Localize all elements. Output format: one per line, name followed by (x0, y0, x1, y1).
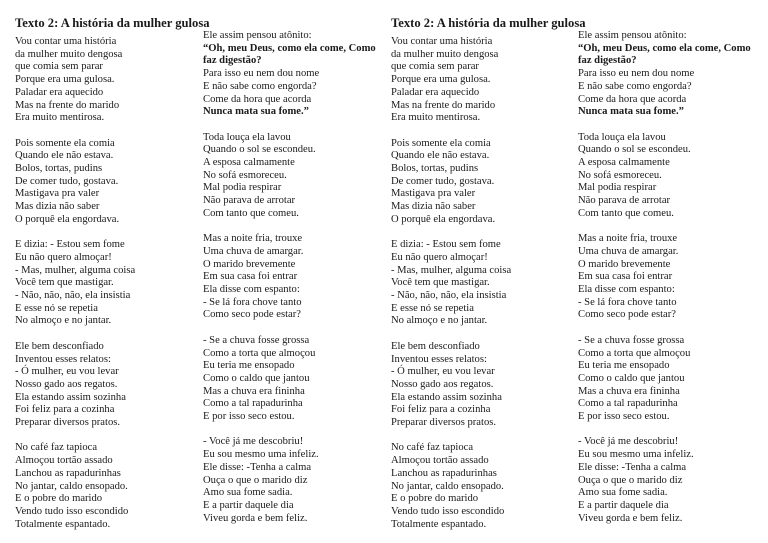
verse-line: Vendo tudo isso escondido (391, 505, 505, 517)
verse-line: Vendo tudo isso escondido (15, 505, 129, 517)
verse-line: Nosso gado aos regatos. (391, 378, 494, 390)
verse-line: Ele bem desconfiado (391, 340, 480, 352)
verse-line: Mas a chuva era fininha (578, 385, 680, 397)
verse-line: Ouça o que o marido diz (203, 474, 308, 486)
stanza-7 (203, 132, 379, 221)
verse-line: No jantar, caldo ensopado. (15, 480, 128, 492)
verse-line: - Você já me descobriu! (203, 436, 304, 448)
verse-line: A esposa calmamente (203, 157, 295, 169)
verse-line: Ele assim pensou atônito: (203, 30, 312, 41)
verse-line: De comer tudo, gostava. (15, 175, 119, 187)
verse-line: No almoço e no jantar. (15, 315, 112, 327)
verse-line: Nunca mata sua fome.” (578, 106, 684, 118)
stanza-10 (203, 436, 379, 525)
verse-line: Nunca mata sua fome.” (203, 106, 309, 118)
verse-line: Preparar diversos pratos. (391, 417, 497, 429)
verse-line: Preparar diversos pratos. (15, 417, 121, 429)
verse-line: E o pobre do marido (391, 493, 479, 505)
verse-line: Lanchou as rapadurinhas (391, 467, 497, 479)
verse-line: Para isso eu nem dou nome (203, 68, 320, 80)
stanza-3 (15, 239, 210, 328)
verse-line: Em sua casa foi entrar (203, 271, 298, 283)
verse-line: Mas a noite fria, trouxe (203, 233, 303, 245)
verse-line: Para isso eu nem dou nome (578, 68, 695, 80)
verse-line: Viveu gorda e bem feliz. (578, 512, 683, 524)
verse-line: - Não, não, não, ela insistia (15, 290, 131, 302)
verse-line: E a partir daquele dia (578, 499, 669, 511)
verse-line: Ela estando assim sozinha (391, 391, 502, 403)
stanza-8 (578, 233, 754, 322)
verse-line: Uma chuva de amargar. (578, 245, 679, 257)
verse-line: Mas na frente do marido (15, 99, 120, 111)
verse-line: Mastigava pra valer (15, 188, 100, 200)
verse-line: Eu teria me ensopado (578, 360, 670, 372)
verse-line: Quando o sol se escondeu. (578, 144, 691, 156)
verse-line: E por isso seco estou. (203, 411, 295, 423)
verse-line: Amo sua fome sadia. (203, 487, 293, 499)
verse-line: No café faz tapioca (391, 442, 474, 454)
verse-line: Uma chuva de amargar. (203, 245, 304, 257)
verse-line: Mas a noite fria, trouxe (578, 233, 678, 245)
stanza-1 (391, 36, 586, 125)
verse-line: No café faz tapioca (15, 442, 98, 454)
verse-line: E dizia: - Estou sem fome (391, 239, 501, 251)
stanza-6 (578, 30, 754, 119)
verse-line: - Se a chuva fosse grossa (578, 334, 685, 346)
quote-1: “Oh, meu Deus, como ela come, Como faz digestão? (578, 42, 751, 67)
verse-line: Eu não quero almoçar! (15, 251, 112, 263)
verse-line: De comer tudo, gostava. (391, 175, 495, 187)
verse-line: Come da hora que acorda (203, 93, 312, 105)
stanza-9 (203, 335, 379, 424)
verse-line: Viveu gorda e bem feliz. (203, 512, 308, 524)
verse-line: - Se lá fora chove tanto (203, 296, 302, 308)
stanza-2 (391, 138, 586, 227)
verse-line: - Ó mulher, eu vou levar (15, 366, 119, 378)
verse-line: O porquê ela engordava. (391, 213, 496, 225)
verse-line: Ele assim pensou atônito: (578, 30, 687, 41)
stanza-8 (203, 233, 379, 322)
verse-line: Quando o sol se escondeu. (203, 144, 316, 156)
verse-line: No sofá esmoreceu. (578, 169, 662, 181)
verse-line: Com tanto que comeu. (203, 207, 299, 219)
verse-line: Mas dizia não saber (391, 201, 476, 213)
verse-line: Mas na frente do marido (391, 99, 496, 111)
verse-line (203, 43, 379, 68)
verse-line: Almoçou tortão assado (391, 455, 489, 467)
verse-line: Porque era uma gulosa. (391, 74, 491, 86)
column-4 (578, 30, 754, 525)
verse-line: Come da hora que acorda (578, 93, 687, 105)
verse-line: Como a torta que almoçou (203, 347, 316, 359)
verse-line: E o pobre do marido (15, 493, 103, 505)
verse-line: Você tem que mastigar. (15, 277, 114, 289)
verse-line: Com tanto que comeu. (578, 207, 674, 219)
verse-line: Mal podia respirar (578, 182, 657, 194)
verse-line: Eu sou mesmo uma infeliz. (578, 449, 694, 461)
verse-line: Foi feliz para a cozinha (15, 404, 115, 416)
verse-line: Como seco pode estar? (203, 309, 301, 321)
verse-line: Mastigava pra valer (391, 188, 476, 200)
verse-line: Inventou esses relatos: (15, 353, 111, 365)
verse-line: Era muito mentirosa. (15, 112, 105, 124)
verse-line: Totalmente espantado. (391, 518, 487, 530)
verse-line: Como seco pode estar? (578, 309, 676, 321)
verse-line: O marido brevemente (578, 258, 671, 270)
stanza-10 (578, 436, 754, 525)
verse-line: Mal podia respirar (203, 182, 282, 194)
verse-line: Inventou esses relatos: (391, 353, 487, 365)
verse-line: Era muito mentirosa. (391, 112, 481, 124)
stanza-9 (578, 335, 754, 424)
verse-line: A esposa calmamente (578, 157, 670, 169)
column-1 (15, 16, 210, 531)
verse-line: Porque era uma gulosa. (15, 74, 115, 86)
verse-line: Como a torta que almoçou (578, 347, 691, 359)
verse-line: - Mas, mulher, alguma coisa (15, 264, 136, 276)
verse-line: Não parava de arrotar (203, 195, 296, 207)
verse-line: Eu sou mesmo uma infeliz. (203, 449, 319, 461)
poem-title: Texto 2: A história da mulher gulosa (15, 16, 210, 30)
verse-line: E não sabe como engorda? (578, 80, 692, 92)
verse-line: O porquê ela engordava. (15, 213, 120, 225)
verse-line: Ele bem desconfiado (15, 340, 104, 352)
verse-line: Ela disse com espanto: (578, 284, 675, 296)
stanza-4 (15, 341, 210, 430)
verse-line: Mas dizia não saber (15, 201, 100, 213)
verse-line: E não sabe como engorda? (203, 80, 317, 92)
verse-line: Ele disse: -Tenha a calma (578, 461, 687, 473)
verse-line: que comia sem parar (391, 61, 479, 73)
verse-line: Nosso gado aos regatos. (15, 378, 118, 390)
verse-line: Ouça o que o marido diz (578, 474, 683, 486)
verse-line: Amo sua fome sadia. (578, 487, 668, 499)
verse-line: - Se lá fora chove tanto (578, 296, 677, 308)
verse-line: Como a tal rapadurinha (578, 398, 678, 410)
verse-line: Almoçou tortão assado (15, 455, 113, 467)
verse-line: Toda louça ela lavou (578, 131, 666, 143)
verse-line: - Mas, mulher, alguma coisa (391, 264, 512, 276)
verse-line: E esse nó se repetia (391, 302, 474, 314)
verse-line: - Você já me descobriu! (578, 436, 679, 448)
verse-line: Eu teria me ensopado (203, 360, 295, 372)
verse-line: Pois somente ela comia (391, 137, 491, 149)
verse-line: E dizia: - Estou sem fome (15, 239, 125, 251)
verse-line: E por isso seco estou. (578, 411, 670, 423)
verse-line: No sofá esmoreceu. (203, 169, 287, 181)
verse-line: Foi feliz para a cozinha (391, 404, 491, 416)
verse-line: Como o caldo que jantou (203, 372, 310, 384)
verse-line: Totalmente espantado. (15, 518, 111, 530)
verse-line: da mulher muito dengosa (391, 48, 499, 60)
poem-title: Texto 2: A história da mulher gulosa (391, 16, 586, 30)
stanza-5 (391, 442, 586, 531)
verse-line: Paladar era aquecido (15, 86, 104, 98)
verse-line: Não parava de arrotar (578, 195, 671, 207)
verse-line: que comia sem parar (15, 61, 103, 73)
verse-line: Como o caldo que jantou (578, 372, 685, 384)
verse-line: Eu não quero almoçar! (391, 251, 488, 263)
column-3 (391, 16, 586, 531)
verse-line: Paladar era aquecido (391, 86, 480, 98)
verse-line: Toda louça ela lavou (203, 131, 291, 143)
stanza-3 (391, 239, 586, 328)
verse-line: E esse nó se repetia (15, 302, 98, 314)
verse-line: E a partir daquele dia (203, 499, 294, 511)
verse-line: - Ó mulher, eu vou levar (391, 366, 495, 378)
verse-line: Pois somente ela comia (15, 137, 115, 149)
quote-1: “Oh, meu Deus, como ela come, Como faz digestão? (203, 42, 376, 67)
verse-line: Ela estando assim sozinha (15, 391, 126, 403)
verse-line: Quando ele não estava. (391, 150, 490, 162)
verse-line: Ele disse: -Tenha a calma (203, 461, 312, 473)
verse-line: - Não, não, não, ela insistia (391, 290, 507, 302)
column-2 (203, 30, 379, 525)
verse-line: Em sua casa foi entrar (578, 271, 673, 283)
verse-line: No jantar, caldo ensopado. (391, 480, 504, 492)
verse-line: Quando ele não estava. (15, 150, 114, 162)
stanza-5 (15, 442, 210, 531)
verse-line: - Se a chuva fosse grossa (203, 334, 310, 346)
verse-line: Como a tal rapadurinha (203, 398, 303, 410)
verse-line: Bolos, tortas, pudins (391, 163, 479, 175)
verse-line: Mas a chuva era fininha (203, 385, 305, 397)
stanza-1 (15, 36, 210, 125)
verse-line: da mulher muito dengosa (15, 48, 123, 60)
verse-line: O marido brevemente (203, 258, 296, 270)
stanza-6 (203, 30, 379, 119)
stanza-7 (578, 132, 754, 221)
verse-line: Vou contar uma história (15, 36, 117, 47)
verse-line: Ela disse com espanto: (203, 284, 300, 296)
verse-line: Bolos, tortas, pudins (15, 163, 103, 175)
verse-line: Lanchou as rapadurinhas (15, 467, 121, 479)
verse-line: Você tem que mastigar. (391, 277, 490, 289)
verse-line: No almoço e no jantar. (391, 315, 488, 327)
verse-line: Vou contar uma história (391, 36, 493, 47)
stanza-4 (391, 341, 586, 430)
verse-line (578, 43, 754, 68)
stanza-2 (15, 138, 210, 227)
